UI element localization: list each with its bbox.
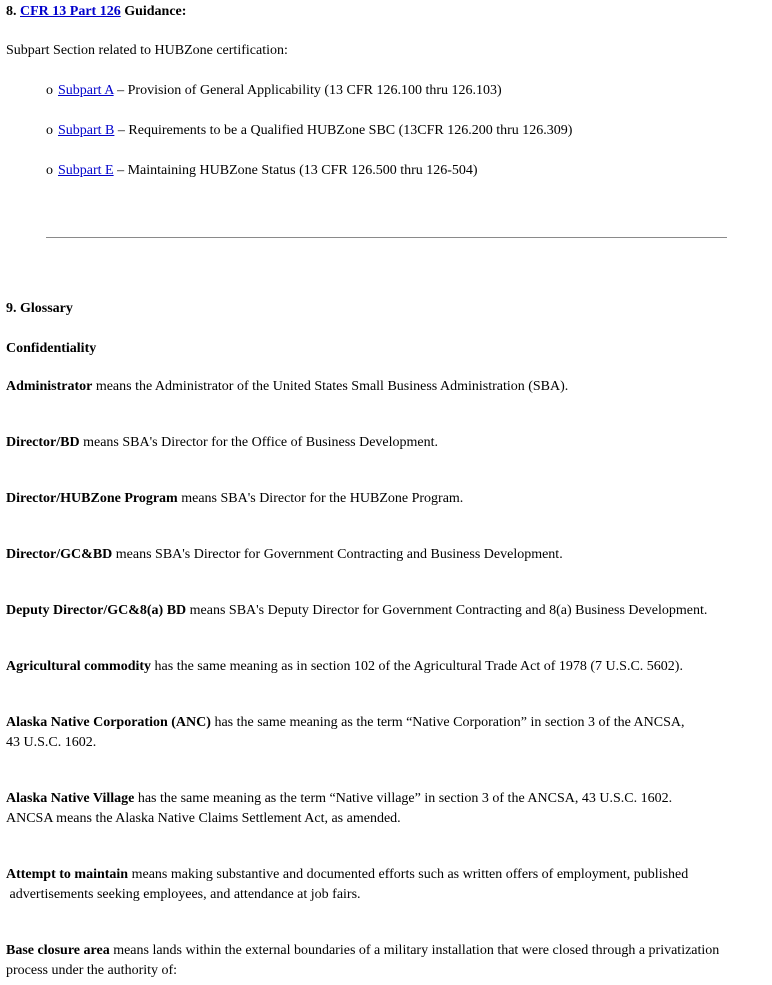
glossary-definition: means SBA's Deputy Director for Government Contracting and 8(a) Business Development. [186, 603, 708, 618]
glossary-term: Alaska Native Corporation (ANC) [6, 715, 211, 730]
section-8-number: 8. [6, 4, 17, 19]
list-item [46, 81, 502, 101]
glossary-definition: means making substantive and documented efforts such as written offers of employment, published [128, 867, 689, 882]
subpart-b-description: – Requirements to be a Qualified HUBZone SBC (13CFR 126.200 thru 126.309) [114, 123, 573, 138]
glossary-definition: has the same meaning as the term “Native village” in section 3 of the ANCSA, 43 U.S.C. 1602. [134, 791, 673, 806]
glossary-term: Attempt to maintain [6, 867, 129, 882]
glossary-entry-agricultural-commodity [6, 657, 683, 677]
subpart-e-description: – Maintaining HUBZone Status (13 CFR 126.500 thru 126-504) [113, 163, 478, 178]
glossary-term: Agricultural commodity [6, 659, 152, 674]
horizontal-divider [46, 237, 727, 238]
list-item [46, 121, 572, 141]
section-8-heading-text: Guidance: [124, 4, 187, 19]
glossary-term: Base closure area [6, 943, 110, 958]
glossary-definition-continued: 43 U.S.C. 1602. [6, 735, 97, 750]
section-8-intro: Subpart Section related to HUBZone certification: [6, 43, 288, 58]
glossary-entry-director-hubzone [6, 489, 463, 509]
glossary-definition-continued: ANCSA means the Alaska Native Claims Settlement Act, as amended. [6, 811, 401, 826]
subpart-e-link[interactable]: Subpart E [58, 163, 114, 178]
glossary-definition: has the same meaning as in section 102 of the Agricultural Trade Act of 1978 (7 U.S.C. 5602). [151, 659, 683, 674]
confidentiality-subheading: Confidentiality [6, 341, 97, 356]
glossary-definition: means lands within the external boundaries of a military installation that were closed through a privatization [109, 943, 720, 958]
glossary-term: Director/BD [6, 435, 80, 450]
glossary-definition-continued: advertisements seeking employees, and attendance at job fairs. [6, 887, 361, 902]
bullet-icon: o [46, 163, 53, 178]
subpart-a-description: – Provision of General Applicability (13 CFR 126.100 thru 126.103) [113, 83, 502, 98]
glossary-definition: has the same meaning as the term “Native Corporation” in section 3 of the ANCSA, [210, 715, 685, 730]
glossary-entry-anc [6, 713, 685, 753]
section-9-heading: 9. Glossary [6, 301, 73, 316]
subpart-b-link[interactable]: Subpart B [58, 123, 115, 138]
glossary-term: Director/GC&BD [6, 547, 113, 562]
section-8-heading [6, 2, 186, 22]
glossary-definition: means SBA's Director for the Office of Business Development. [79, 435, 439, 450]
glossary-entry-director-gcbd [6, 545, 563, 565]
list-item [46, 161, 478, 181]
glossary-entry-alaska-native-village [6, 789, 672, 829]
glossary-entry-deputy-director [6, 601, 707, 621]
glossary-definition: means SBA's Director for Government Contracting and Business Development. [112, 547, 563, 562]
bullet-icon: o [46, 83, 53, 98]
subpart-a-link[interactable]: Subpart A [58, 83, 114, 98]
glossary-entry-director-bd [6, 433, 438, 453]
glossary-definition: means the Administrator of the United States Small Business Administration (SBA). [92, 379, 569, 394]
glossary-entry-administrator [6, 377, 568, 397]
glossary-term: Director/HUBZone Program [6, 491, 178, 506]
glossary-definition: means SBA's Director for the HUBZone Program. [177, 491, 464, 506]
bullet-icon: o [46, 123, 53, 138]
cfr-13-part-126-link[interactable]: CFR 13 Part 126 [20, 4, 121, 19]
glossary-term: Administrator [6, 379, 93, 394]
glossary-term: Alaska Native Village [6, 791, 135, 806]
glossary-entry-base-closure-area [6, 941, 719, 981]
glossary-entry-attempt-to-maintain [6, 865, 688, 905]
glossary-term: Deputy Director/GC&8(a) BD [6, 603, 187, 618]
glossary-definition-continued: process under the authority of: [6, 963, 178, 978]
